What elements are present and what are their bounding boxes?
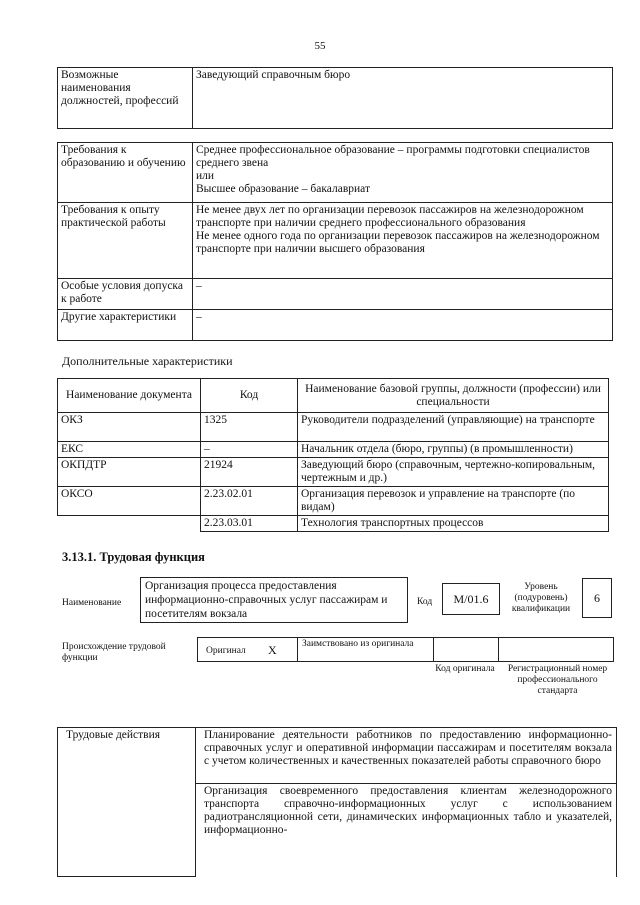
qualification-level-label: Уровень (подуровень) квалификации bbox=[511, 582, 571, 614]
table-cell: Начальник отдела (бюро, группы) (в промышленности) bbox=[298, 442, 609, 458]
function-name-value: Организация процесса предоставления информационно-справочных услуг пассажирам и посетителям вокзала bbox=[140, 577, 408, 623]
function-code-label: Код bbox=[417, 597, 433, 607]
table-cell: Технология транспортных процессов bbox=[298, 516, 609, 532]
labor-action-item: Организация своевременного предоставления клиентам железнодорожного транспорта справочно-информационных услуг с использованием радиотрансляционной сети, динамических информационных табло и указателей, информационно- bbox=[196, 784, 617, 877]
experience-value bbox=[193, 203, 613, 279]
col-header-document: Наименование документа bbox=[58, 379, 201, 413]
code-original-caption: Код оригинала bbox=[435, 664, 495, 674]
table-cell: ОКСО bbox=[58, 487, 201, 516]
function-heading: 3.13.1. Трудовая функция bbox=[62, 550, 205, 564]
experience-line: Не менее одного года по организации перевозок пассажиров на железнодорожном транспорте при наличии высшего образования bbox=[196, 230, 600, 255]
col-header-code: Код bbox=[201, 379, 298, 413]
function-name-label: Наименование bbox=[62, 598, 122, 608]
education-label: Требования к образованию и обучению bbox=[58, 143, 193, 203]
education-value bbox=[193, 143, 613, 203]
requirements-table bbox=[57, 142, 613, 341]
education-line: или bbox=[196, 170, 215, 182]
table-cell: ОКПДТР bbox=[58, 458, 201, 487]
special-conditions-value: – bbox=[193, 279, 613, 310]
col-header-group: Наименование базовой группы, должности (профессии) или специальности bbox=[298, 379, 609, 413]
table-cell: 2.23.02.01 bbox=[201, 487, 298, 516]
table-cell: Заведующий бюро (справочным, чертежно-копировальным, чертежным и др.) bbox=[298, 458, 609, 487]
additional-table bbox=[57, 378, 609, 532]
table-cell: 21924 bbox=[201, 458, 298, 487]
additional-title: Дополнительные характеристики bbox=[62, 354, 233, 368]
other-characteristics-label: Другие характеристики bbox=[58, 310, 193, 341]
table-cell: Организация перевозок и управление на транспорте (по видам) bbox=[298, 487, 609, 516]
labor-actions-table bbox=[57, 727, 617, 877]
table-cell: 1325 bbox=[201, 413, 298, 442]
divider bbox=[297, 637, 298, 662]
origin-box bbox=[197, 637, 614, 662]
divider bbox=[498, 637, 499, 662]
registration-number-caption: Регистрационный номер профессионального стандарта bbox=[507, 664, 608, 696]
job-titles-table bbox=[57, 67, 613, 129]
other-characteristics-value: – bbox=[193, 310, 613, 341]
experience-label: Требования к опыту практической работы bbox=[58, 203, 193, 279]
special-conditions-label: Особые условия допуска к работе bbox=[58, 279, 193, 310]
divider bbox=[433, 637, 434, 662]
table-cell: ОКЗ bbox=[58, 413, 201, 442]
original-mark: X bbox=[268, 643, 277, 657]
page-number: 55 bbox=[314, 40, 326, 52]
experience-line: Не менее двух лет по организации перевозок пассажиров на железнодорожном транспорте при наличии среднего профессионального образования bbox=[196, 204, 584, 229]
function-code-value: M/01.6 bbox=[442, 583, 500, 615]
original-label: Оригинал bbox=[206, 646, 246, 656]
table-cell: 2.23.03.01 bbox=[201, 516, 298, 532]
table-cell: ЕКС bbox=[58, 442, 201, 458]
borrowed-label: Заимствовано из оригинала bbox=[302, 639, 414, 649]
table-cell: Руководители подразделений (управляющие) на транспорте bbox=[298, 413, 609, 442]
table-cell: – bbox=[201, 442, 298, 458]
origin-label: Происхождение трудовой функции bbox=[62, 642, 166, 663]
job-titles-value: Заведующий справочным бюро bbox=[193, 68, 613, 129]
labor-actions-label: Трудовые действия bbox=[58, 728, 196, 877]
education-line: Среднее профессиональное образование – программы подготовки специалистов среднего звена bbox=[196, 144, 590, 169]
labor-action-item: Планирование деятельности работников по предоставлению информационно-справочных услуг и оперативной информации пассажирам и посетителям вокзала с учетом количественных и качественных показателей работы справочного бюро bbox=[196, 728, 617, 784]
education-line: Высшее образование – бакалавриат bbox=[196, 183, 370, 195]
qualification-level-value: 6 bbox=[582, 578, 612, 618]
table-cell bbox=[58, 516, 201, 532]
job-titles-label: Возможные наименования должностей, профессий bbox=[58, 68, 193, 129]
